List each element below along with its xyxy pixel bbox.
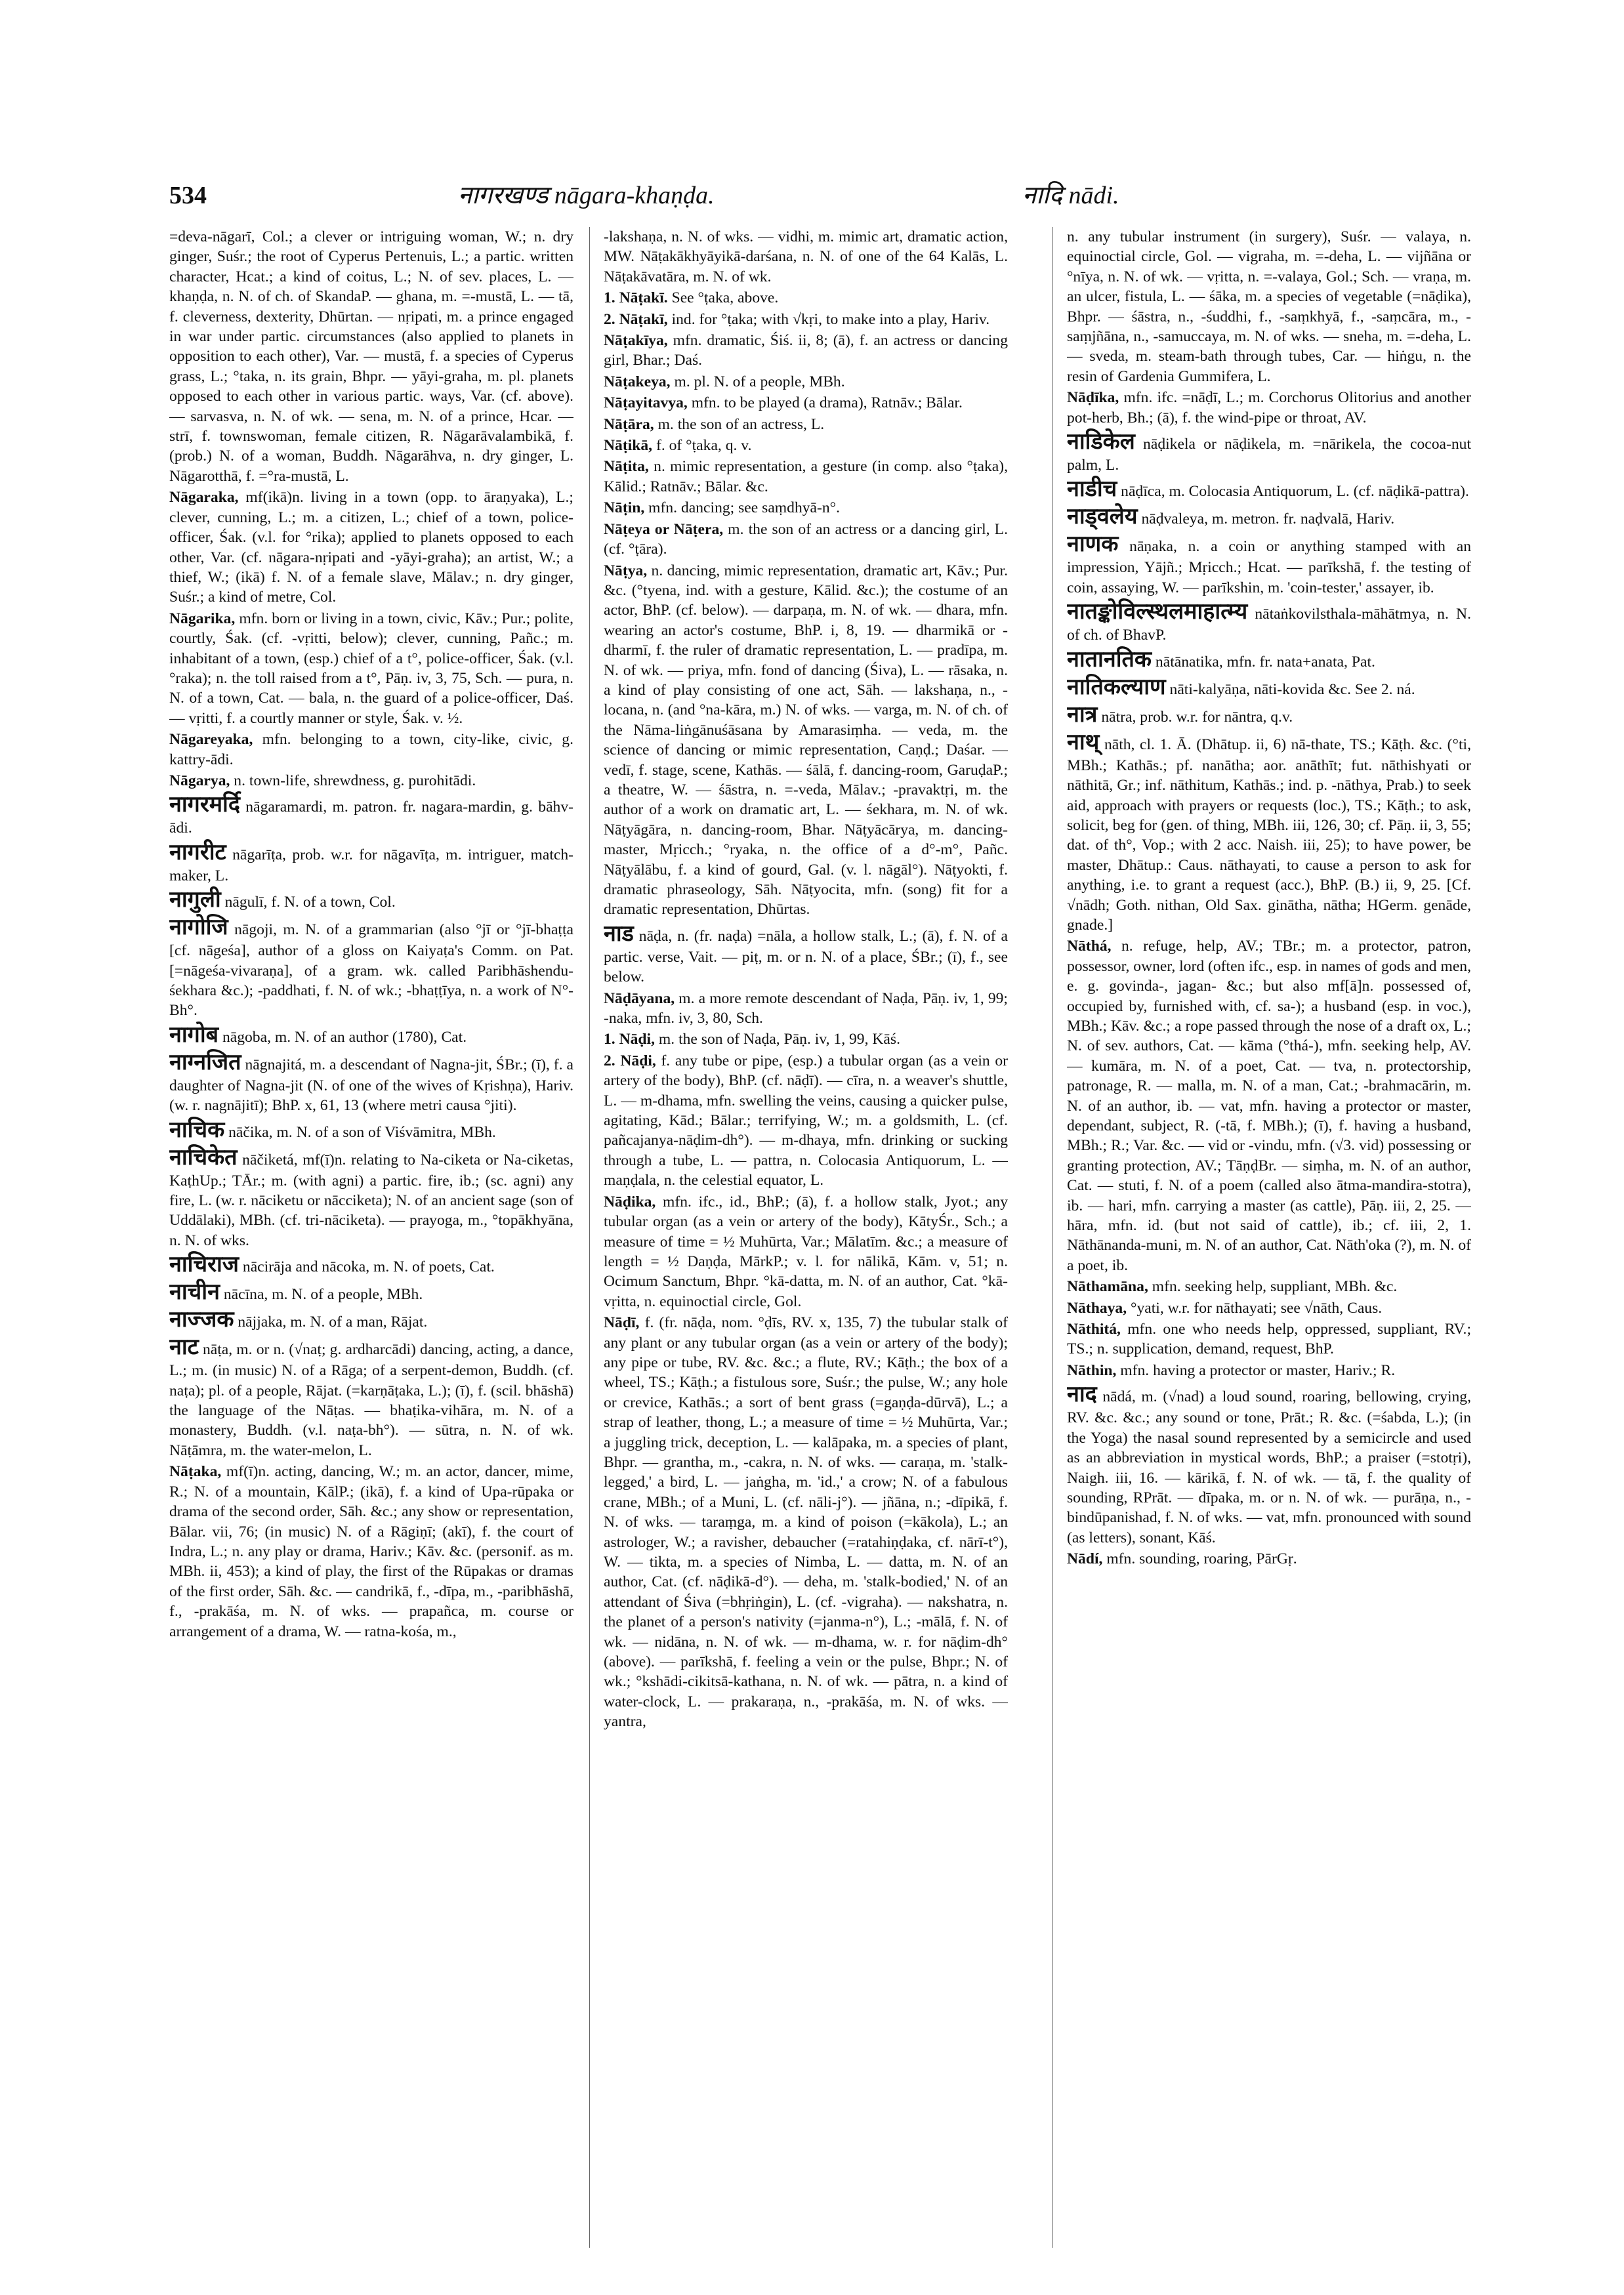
entry-text: -lakshaṇa, n. N. of wks. — vidhi, m. mimic art, dramatic action, MW. Nāṭakākhyāyikā-darśana, n. N. of one of the 64 Kalās, L. Nāṭakāvatāra, m. N. of wk. [604, 228, 1008, 285]
entry-headword: Nāthamāna, [1067, 1278, 1148, 1296]
entry-text: nāḍikela or nāḍikela, m. =nārikela, the cocoa-nut palm, L. [1067, 436, 1471, 474]
entry-headword: Nāgarika, [169, 610, 236, 627]
entry-headword: Nāṭāra, [604, 415, 654, 433]
entry-headword: नातानतिक [1067, 647, 1152, 672]
entry-headword: Nāṭakīya, [604, 332, 668, 350]
dictionary-entry [1067, 936, 1471, 1275]
entry-text: mfn. belonging to a town, city-like, civic, g. kattry-ādi. [169, 731, 573, 768]
dictionary-entry [1067, 1277, 1471, 1296]
left-running-head: नागरखण्ड nāgara-khaṇḍa. [458, 182, 715, 209]
column-1 [169, 227, 573, 2248]
entry-text: nācirāja and nācoka, m. N. of poets, Cat. [239, 1258, 495, 1276]
dictionary-entry [169, 887, 573, 913]
dictionary-entry [604, 520, 1008, 560]
dictionary-entry [604, 372, 1008, 392]
entry-headword: नागरमर्दि [169, 793, 240, 817]
entry-headword: नाणक [1067, 532, 1119, 557]
dictionary-entry [1067, 388, 1471, 428]
columns [169, 227, 1482, 2248]
dictionary-entry [604, 1192, 1008, 1312]
entry-headword: नाज्जक [169, 1308, 234, 1333]
entry-text: nāgoba, m. N. of an author (1780), Cat. [219, 1028, 467, 1046]
entry-text: nāčiketá, mf(ī)n. relating to Na-ciketa or Na-ciketas, KaṭhUp.; TĀr.; m. (with agni) a partic. fire, ib.; (sc. agni) any fire, L. (w. r. nāciketu or nācciketa); N. of an ancient sage (son of Uddālaki), MBh. (cf. tri-nāciketa). — prayoga, m., °topākhyāna, n. N. of wks. [169, 1151, 573, 1249]
dictionary-entry [604, 1313, 1008, 1732]
entry-text: f. of °ṭaka, q. v. [652, 437, 752, 455]
dictionary-entry [1067, 702, 1471, 728]
entry-text: See °ṭaka, above. [667, 289, 779, 307]
entry-text: nāṇaka, n. a coin or anything stamped with an impression, Yājñ.; Mṛicch.; Hcat. — parīkshā, f. the testing of coin, assaying, W. — parīkshin, m. 'coin-tester,' assayer, ib. [1067, 538, 1471, 596]
dictionary-entry [169, 840, 573, 886]
entry-text: nācīna, m. N. of a people, MBh. [219, 1286, 423, 1304]
dictionary-entry [604, 227, 1008, 287]
entry-text: mfn. one who needs help, oppressed, suppliant, RV.; TS.; n. supplication, demand, request, BhP. [1067, 1321, 1471, 1358]
page-header [169, 176, 1482, 215]
entry-text: nāṭa, m. or n. (√naṭ; g. ardharcādi) dancing, acting, a dance, L.; m. (in music) N. of a Rāga; of a serpent-demon, Buddh. (cf. naṭa); pl. of a people, Rājat. (=karṇāṭaka, L.); (ī), f. (scil. bhāshā) the language of the Nāṭas. — bhaṭika-vihāra, m. N. of a monastery, Buddh. (v.l. naṭa-bh°). — sūtra, n. N. of wk. Nāṭāmra, m. the water-melon, L. [169, 1341, 573, 1459]
entry-text: nājjaka, m. N. of a man, Rājat. [234, 1313, 428, 1331]
entry-text: mfn. to be played (a drama), Ratnāv.; Bālar. [687, 394, 963, 412]
entry-text: °yati, w.r. for nāthayati; see √nāth, Caus. [1127, 1299, 1383, 1317]
entry-headword: नाग्नजित [169, 1050, 241, 1075]
entry-text: n. any tubular instrument (in surgery), Suśr. — valaya, n. equinoctial circle, Gol. — vigraha, m. =-deha, L. — vijñāna or °nīya, n. N. of wk. — vṛitta, n. =-valaya, Gol.; Sch. — vraṇa, m. an ulcer, fistula, L. — śāka, m. a species of vegetable (=nāḍika), Bhpr. — śāstra, n., -śuddhi, f., -saṃkhyā, f., -saṃcāra, m., -saṃjñāna, n., -samuccaya, m. N. of wks. — sneha, m. =-deha, L. — sveda, m. steam-bath through tubes, Car. — hiṅgu, n. the resin of Gardenia Gummifera, L. [1067, 228, 1471, 385]
entry-headword: Nāgaraka, [169, 489, 239, 507]
entry-text: n. mimic representation, a gesture (in comp. also °ṭaka), Kālid.; Ratnāv.; Bālar. &c. [604, 458, 1008, 495]
dictionary-entry [604, 561, 1008, 920]
entry-headword: नाचिराज [169, 1252, 239, 1277]
entry-headword: नाडिकेल [1067, 430, 1135, 455]
entry-headword: नात्र [1067, 702, 1098, 727]
entry-text: m. the son of Naḍa, Pāṇ. iv, 1, 99, Kāś. [655, 1031, 900, 1048]
entry-headword: नागोजि [169, 915, 228, 940]
entry-headword: 2. Nāḍi, [604, 1052, 656, 1069]
entry-headword: Nāthaya, [1067, 1299, 1127, 1317]
entry-text: nātaṅkovilsthala-māhātmya, n. N. of ch. of BhavP. [1067, 606, 1471, 644]
entry-text: nātra, prob. w.r. for nāntra, q.v. [1097, 708, 1293, 726]
entry-text: nāgulī, f. N. of a town, Col. [220, 894, 396, 911]
entry-headword: नागुली [169, 888, 221, 913]
entry-text: m. pl. N. of a people, MBh. [670, 373, 845, 390]
entry-text: nāgarīṭa, prob. w.r. for nāgavīṭa, m. intriguer, match-maker, L. [169, 846, 573, 884]
entry-text: mfn. having a protector or master, Hariv.; R. [1116, 1361, 1396, 1379]
entry-text: nāḍvaleya, m. metron. fr. naḍvalā, Hariv. [1137, 510, 1395, 528]
entry-text: mfn. dancing; see saṃdhyā-n°. [644, 499, 841, 517]
dictionary-entry [1067, 1298, 1471, 1318]
entry-headword: Nāṭya, [604, 562, 648, 579]
dictionary-entry [1067, 1549, 1471, 1569]
entry-text: m. the son of an actress or a dancing girl, L. (cf. °ṭāra). [604, 520, 1008, 558]
dictionary-entry [1067, 674, 1471, 701]
dictionary-entry [604, 1051, 1008, 1191]
dictionary-entry [169, 792, 573, 838]
column-2 [604, 227, 1008, 2248]
dictionary-entry [604, 393, 1008, 413]
entry-headword: Nāṭakeya, [604, 373, 671, 390]
entry-headword: Nāṭeya or Nāṭera, [604, 520, 724, 538]
entry-text: n. refuge, help, AV.; TBr.; m. a protector, patron, possessor, owner, lord (often ifc., esp. in names of gods and men, e. g. govinda-, jagan- &c.; but also mf[ā]n. possessed of, occupied by, furnished with, cf. sa-); a husband (esp. in voc.), MBh.; Kāv. &c.; a rope passed through the nose of a draft ox, L.; N. of sev. authors, Cat. — kāma (°thá-), mfn. seeking help, AV. — kumāra, m. N. of a poet, Cat. — tva, n. protectorship, patronage, R. — malla, m. N. of a man, Cat.; -brahmacārin, m. N. of an author, ib. — vat, mfn. having a protector or master, dependant, subject, R. (-tā, f. MBh.); (ī), f. having a husband, MBh.; R.; Var. &c. — vid or -vindu, mfn. (√3. vid) possessing or granting protection, AV.; TāṇḍBr. — siṃha, m. N. of an author, Cat. — stuti, f. N. of a poem (called also ātma-mandira-stotra), ib. — hari, mfn. carrying a master (as cattle), Pāṇ. iii, 2, 25. — hāra, mfn. id. (but not said of cattle), ib.; cf. iii, 2, 1. Nāthānanda-muni, m. N. of an author, Cat. Nāth'oka (?), m. N. of a poet, ib. [1067, 938, 1471, 1274]
dictionary-entry [169, 227, 573, 486]
entry-headword: Nāḍīka, [1067, 389, 1119, 407]
entry-headword: नातङ्कोविल्स्थलमाहात्म्य [1067, 600, 1248, 625]
dictionary-entry [1067, 1319, 1471, 1359]
entry-text: nāḍa, n. (fr. naḍa) =nāla, a hollow stalk, L.; (ā), f. N. of a partic. verse, Vait. — piṭ, m. or n. N. of a place, ŚBr.; (ī), f., see below. [604, 927, 1008, 986]
entry-text: nāgoji, m. N. of a grammarian (also °jī or °jī-bhaṭṭa [cf. nāgeśa], author of a gloss on Kaiyaṭa's Comm. on Pat. [=nāgeśa-vivaraṇa], of a gram. wk. called Paribhāshendu-śekhara &c.); -paddhati, f. N. of wk.; -bhaṭṭīya, n. a work of N°-Bh°. [169, 921, 573, 1020]
dictionary-entry [1067, 1361, 1471, 1380]
entry-headword: नाट [169, 1335, 199, 1360]
entry-headword: नाथ् [1067, 730, 1100, 755]
entry-headword: Nāthá, [1067, 938, 1112, 955]
entry-text: mfn. born or living in a town, civic, Kāv.; Pur.; polite, courtly, Śak. (cf. -vṛitti, below); clever, cunning, Pañc.; m. inhabitant of a town, (esp.) chief of a t°, police-officer, Śak. (v.l. °raka); n. the toll raised from a t°, Pāṇ. iv, 3, 75, Sch. — pura, n. N. of a town, Cat. — bala, n. the guard of a police-officer, Daś. — vṛitti, f. a courtly manner or style, Śak. v. ½. [169, 610, 573, 727]
entry-text: nādá, m. (√nad) a loud sound, roaring, bellowing, crying, RV. &c. &c.; any sound or tone, Prāt.; R. &c. (=śabda, L.); (in the Yoga) the nasal sound represented by a semicircle and used as an abbreviation in mystical words, BhP.; a praiser (=stotṛi), Naigh. iii, 16. — kārikā, f. N. of wk. — tā, f. the quality of sounding, RPrāt. — dīpaka, m. or n. N. of wk. — purāṇa, n., -bindūpanishad, f. N. of wks. — vat, mfn. pronounced with sound (as letters), sonant, Kāś. [1067, 1388, 1471, 1546]
dictionary-entry [169, 1334, 573, 1460]
entry-headword: नाचीन [169, 1280, 220, 1305]
entry-headword: Nāṭayitavya, [604, 394, 688, 412]
dictionary-entry [1067, 504, 1471, 530]
entry-text: mfn. sounding, roaring, PārGṛ. [1102, 1550, 1297, 1568]
dictionary-entry [604, 288, 1008, 308]
dictionary-entry [1067, 227, 1471, 386]
entry-text: n. dancing, mimic representation, dramatic art, Kāv.; Pur. &c. (°tyena, ind. with a gesture, Kālid. &c.); the costume of an actor, BhP. (cf. below). — darpaṇa, m. N. of wk. — dhara, mfn. wearing an actor's costume, BhP. i, 8, 19. — dharmikā or -dharmī, f. the ruler of dramatic representation, L. — pradīpa, m. N. of wk. — priya, mfn. fond of dancing (Śiva), L. — rāsaka, n. a kind of play consisting of one act, Sāh. — lakshaṇa, n., -locana, n. (and °na-kāra, m.) N. of wks. — varga, m. N. of ch. of the Nāma-liṅgānuśāsana by Amarasiṃha. — veda, m. the science of dancing or mimic representation, Caṇḍ.; Daśar. — vedī, f. stage, scene, Kathās. — śālā, f. dancing-room, GaruḍaP.; a theatre, W. — śāstra, n. =-veda, Mālav.; -pravaktṛi, m. the author of a work on dramatic art, L. — śekhara, m. N. of wk. Nāṭyāgāra, n. dancing-room, Bhar. Nāṭyācārya, m. dancing-master, Mṛicch.; °ryaka, n. the office of a d°-m°, Pañc. Nāṭyālābu, f. a kind of gourd, Gal. (v. l. nāgāl°). Nāṭyokti, f. dramatic phraseology, Sāh. Nāṭyocita, mfn. (song) fit for a dramatic representation, Dhūrtas. [604, 562, 1008, 919]
entry-text: ind. for °ṭaka; with √kṛi, to make into a play, Hariv. [667, 310, 990, 328]
dictionary-entry [169, 1307, 573, 1333]
dictionary-page [169, 176, 1482, 2249]
entry-headword: 1. Nāḍi, [604, 1031, 656, 1048]
entry-headword: Nāḍāyana, [604, 989, 675, 1007]
entry-headword: नागोब [169, 1022, 219, 1047]
page-number: 534 [169, 182, 207, 209]
entry-text: nāgnajitá, m. a descendant of Nagna-jit, ŚBr.; (ī), f. a daughter of Nagna-jit (N. of one of the wives of Kṛishṇa), Hariv. (w. r. nagnājitī); BhP. x, 61, 13 (where metri causa °jiti). [169, 1056, 573, 1115]
entry-headword: नागरीट [169, 840, 226, 865]
entry-text: nāgaramardi, m. patron. fr. nagara-mardin, g. bāhv-ādi. [169, 798, 573, 837]
entry-text: mfn. seeking help, suppliant, MBh. &c. [1148, 1278, 1398, 1296]
dictionary-entry [169, 1279, 573, 1306]
entry-text: mf(ī)n. acting, dancing, W.; m. an actor, dancer, mime, R.; N. of a mountain, KālP.; (ikā), f. a kind of Upa-rūpaka or drama of the second order, Sāh. &c.; any show or representation, Bālar. vii, 76; (in music) N. of a Rāgiṇī; (akī), f. the court of Indra, L.; n. any play or drama, Hariv.; Kāv. &c. (personif. as m. MBh. ii, 453); a kind of play, the first of the Rūpakas or dramas of the first order, Sāh. &c. — candrikā, f., -dīpa, m., -paribhāshā, f., -prakāśa, m. N. of wks. — prapañca, m. course or arrangement of a drama, W. — ratna-kośa, m., [169, 1463, 573, 1640]
dictionary-entry [169, 487, 573, 607]
dictionary-entry [604, 457, 1008, 497]
dictionary-entry [169, 1022, 573, 1048]
entry-headword: Nāṭikā, [604, 437, 653, 455]
entry-headword: Nāṭita, [604, 458, 649, 476]
dictionary-entry [169, 1252, 573, 1278]
dictionary-entry [1067, 531, 1471, 598]
entry-headword: Nāṭaka, [169, 1463, 222, 1481]
dictionary-entry [1067, 647, 1471, 673]
entry-text: n. town-life, shrewdness, g. purohitādi. [230, 772, 476, 789]
entry-headword: नाचिकेत [169, 1145, 238, 1170]
entry-text: mfn. ifc. =nāḍī, L.; m. Corchorus Olitorius and another pot-herb, Bh.; (ā), f. the wind-pipe or throat, AV. [1067, 389, 1471, 426]
entry-headword: Nāṭin, [604, 499, 645, 517]
entry-headword: Nāḍī, [604, 1314, 640, 1332]
entry-headword: Nāgarya, [169, 772, 230, 789]
entry-text: f. any tube or pipe, (esp.) a tubular organ (as a vein or artery of the body), BhP. (cf. nāḍī). — cīra, n. a weaver's shuttle, L. — m-dhama, mfn. swelling the veins, causing a quicker pulse, agitating, Kād.; Bālar.; terrifying, W.; m. a goldsmith, L. (cf. pañcajanya-nāḍim-dh°). — m-dhaya, mfn. drinking or sucking through a tube, L. — pattra, n. Colocasia Antiquorum, L. — maṇḍala, n. the celestial equator, L. [604, 1052, 1008, 1189]
entry-headword: नाडीच [1067, 477, 1117, 502]
entry-text: nāḍīca, m. Colocasia Antiquorum, L. (cf. nāḍikā-pattra). [1117, 483, 1469, 501]
entry-text: mfn. dramatic, Śiś. ii, 8; (ā), f. an actress or dancing girl, Bhar.; Daś. [604, 332, 1008, 369]
entry-text: nātānatika, mfn. fr. nata+anata, Pat. [1152, 653, 1375, 671]
entry-headword: नाचिक [169, 1117, 225, 1142]
entry-text: mfn. ifc., id., BhP.; (ā), f. a hollow stalk, Jyot.; any tubular organ (as a vein or artery of the body), KātyŚr., Sch.; a measure of time = ½ Muhūrta, Var.; Mālatīm. &c.; a measure of length = ½ Daṇḍa, MārkP.; v. l. for nālikā, Kām. v, 51; n. Ocimum Sanctum, Bhpr. °kā-datta, m. N. of an author, Cat. °kā-vṛitta, n. equinoctial circle, Gol. [604, 1193, 1008, 1310]
entry-headword: Nāthitá, [1067, 1321, 1121, 1338]
dictionary-entry [169, 771, 573, 791]
entry-text: f. (fr. nāḍa, nom. °ḍīs, RV. x, 135, 7) the tubular stalk of any plant or any tubular organ (as a vein or artery of the body); any pipe or tube, RV. &c. &c.; a flute, RV.; Kāṭh.; the box of a wheel, TS.; Kāṭh.; a fistulous sore, Suśr.; the pulse, W.; any hole or crevice, Kathās.; a sort of bent grass (=gaṇḍa-dūrvā), L.; a strap of leather, thong, L.; a measure of time = ½ Muhūrta, Var.; a juggling trick, deception, L. — kalāpaka, m. a species of plant, Bhpr. — grantha, m., -cakra, n. N. of wks. — caraṇa, m. 'stalk-legged,' a bird, L. — jaṅgha, m. 'id.,' a crow; N. of a fabulous crane, MBh.; of a Muni, L. (cf. nāli-j°). — jñāna, n.; -dīpikā, f. N. of wks. — taraṃga, m. a kind of poison (=kākola), L.; an astrologer, W.; a ravisher, debaucher (=ratahiṇḍaka, cf. nārī-t°), W. — tikta, m. a species of Nimba, L. — datta, m. N. of an author, Cat. (cf. nāḍikā-d°). — deha, m. 'stalk-bodied,' N. of an attendant of Śiva (=bhṛiṅgin), L. (cf. -vigraha). — nakshatra, n. the planet of a person's nativity (=janma-n°), L.; -mālā, f. N. of wk. — nidāna, n. N. of wk. — m-dhama, w. r. for nāḍim-dh° (above). — parīkshā, f. feeling a vein or the pulse, Bhpr.; N. of wk.; °kshādi-cikitsā-kathana, n. N. of wk. — pātra, n. a kind of water-clock, L. — prakaraṇa, n., -prakāśa, m. N. of wks. — yantra, [604, 1314, 1008, 1731]
entry-text: m. the son of an actress, L. [654, 415, 825, 433]
entry-text: nāth, cl. 1. Ā. (Dhātup. ii, 6) nā-thate, TS.; Kāṭh. &c. (°ti, MBh.; Kathās.; pf. nanātha; aor. anāthīt; fut. nāthishyati or nāthitā, Gr.; inf. nāthitum, Kathās.; ind. p. -nāthya, Prab.) to seek aid, approach with prayers or requests (loc.), TS.; Kāṭh.; to ask, solicit, beg for (gen. of thing, MBh. iii, 126, 30; cf. Pāṇ. ii, 3, 55; dat. of th°, Vop.; with 2 acc. Naish. iii, 25); to have power, be master, Dhātup.: Caus. nāthayati, to cause a person to ask for anything, i.e. to grant a request (acc.), BhP. (B.) ii, 9, 25. [Cf. √nādh; Goth. nithan, Old Sax. ginātha, nātha; HGerm. genāde, gnade.] [1067, 735, 1471, 934]
entry-headword: Nāgareyaka, [169, 731, 253, 749]
entry-headword: नाड [604, 921, 634, 946]
entry-headword: 2. Nāṭakī, [604, 310, 668, 328]
dictionary-entry [604, 415, 1008, 434]
dictionary-entry [169, 1462, 573, 1642]
entry-headword: Nādí, [1067, 1550, 1103, 1568]
dictionary-entry [169, 730, 573, 770]
column-3 [1067, 227, 1471, 2248]
entry-text: mf(ikā)n. living in a town (opp. to āraṇyaka), L.; clever, cunning, L.; m. a citizen, L.; chief of a town, police-officer, Śak. (v.l. for °rika); applied to planets opposed to each other, Var. (cf. nāgara-nṛipati and -yāyi-graha); an artist, W.; a thief, W.; (ikā) f. N. of a female slave, Mālav.; n. dry ginger, Suśr.; a kind of metre, Col. [169, 489, 573, 606]
entry-text: m. a more remote descendant of Naḍa, Pāṇ. iv, 1, 99; -naka, mfn. iv, 3, 80, Sch. [604, 989, 1008, 1027]
dictionary-entry [169, 609, 573, 728]
entry-headword: Nāthin, [1067, 1361, 1117, 1379]
dictionary-entry [604, 1029, 1008, 1049]
right-running-head: नादि nādi. [1022, 182, 1119, 209]
dictionary-entry [604, 310, 1008, 329]
dictionary-entry [604, 498, 1008, 518]
dictionary-entry [604, 921, 1008, 987]
entry-headword: 1. Nāṭakī. [604, 289, 668, 307]
entry-headword: नाद [1067, 1382, 1097, 1407]
entry-headword: नातिकल्याण [1067, 674, 1166, 699]
dictionary-entry [169, 1145, 573, 1251]
dictionary-entry [604, 331, 1008, 371]
entry-headword: नाड्वलेय [1067, 505, 1138, 529]
column-divider [589, 227, 590, 2248]
entry-headword: Nāḍika, [604, 1193, 656, 1210]
dictionary-entry [604, 436, 1008, 455]
dictionary-entry [1067, 1382, 1471, 1548]
dictionary-entry [1067, 429, 1471, 475]
dictionary-entry [1067, 476, 1471, 503]
dictionary-entry [169, 1050, 573, 1116]
dictionary-entry [1067, 599, 1471, 645]
column-divider [1052, 227, 1053, 2248]
dictionary-entry [604, 989, 1008, 1029]
entry-text: nāčika, m. N. of a son of Viśvāmitra, MBh. [224, 1123, 496, 1141]
dictionary-entry [169, 1117, 573, 1144]
dictionary-entry [1067, 730, 1471, 936]
entry-text: =deva-nāgarī, Col.; a clever or intriguing woman, W.; n. dry ginger, Suśr.; the root of Cyperus Pertenuis, L.; a partic. written character, Hcat.; a kind of coitus, L.; N. of sev. places, L. — khaṇḍa, n. N. of ch. of SkandaP. — ghana, m. =-mustā, L. — tā, f. cleverness, dexterity, Dhūrtan. — nṛipati, m. a prince engaged in war under partic. circumstances (also applied to planets in opposition to each other), Var. — mustā, f. a species of Cyperus grass, L.; °taka, n. its grain, Bhpr. — yāyi-graha, m. pl. planets opposed to each other in various partic. ways, Var. (cf. above). — sarvasva, n. N. of wk. — sena, m. N. of a prince, Hcar. — strī, f. townswoman, female citizen, R. Nāgarāvalambikā, f. (prob.) N. of a woman, Buddh. Nāgarāhva, n. dry ginger, L. Nāgarotthā, f. =°ra-mustā, L. [169, 228, 573, 485]
dictionary-entry [169, 915, 573, 1021]
entry-text: nāti-kalyāṇa, nāti-kovida &c. See 2. ná. [1165, 680, 1415, 698]
